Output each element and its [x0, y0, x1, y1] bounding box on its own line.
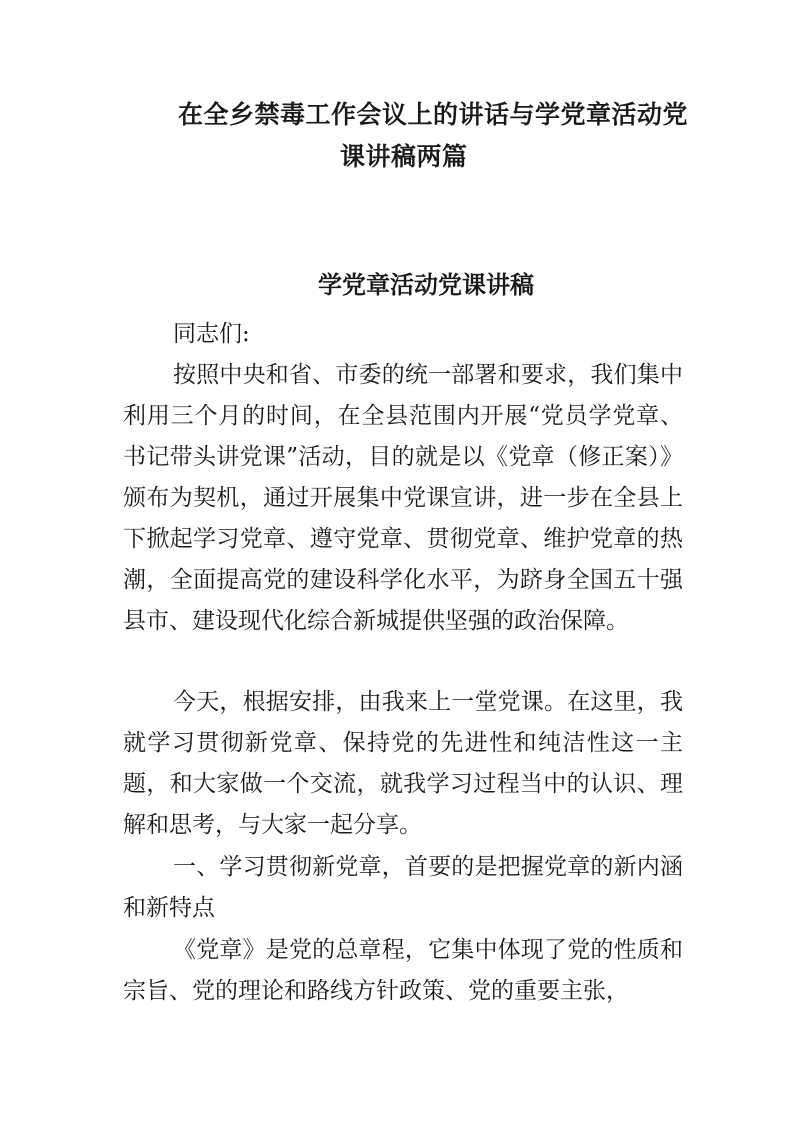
body-paragraph-1: 按照中央和省、市委的统一部署和要求，我们集中利用三个月的时间，在全县范围内开展“党员学党章、书记带头讲党课”活动，目的就是以《党章（修正案）》颁布为契机，通过开展集中党课宣讲，进一步在全县上下掀起学习党章、遵守党章、贯彻党章、维护党章的热潮，全面提高党的建设科学化水平，为跻身全国五十强县市、建设现代化综合新城提供坚强的政治保障。 [123, 362, 683, 634]
greeting: 同志们: [173, 321, 250, 347]
document-title-line-1: 在全乡禁毒工作会议上的讲话与学党章活动党 [178, 100, 689, 129]
document-title-line-2: 课讲稿两篇 [340, 142, 468, 171]
paragraph-block-2 [123, 682, 683, 846]
greeting-block [123, 314, 683, 355]
paragraph-block-4 [123, 930, 683, 1012]
paragraph-block-3 [123, 847, 683, 929]
body-paragraph-2: 今天，根据安排，由我来上一堂党课。在这里，我就学习贯彻新党章、保持党的先进性和纯洁性这一主题，和大家做一个交流，就我学习过程当中的认识、理解和思考，与大家一起分享。 [123, 689, 683, 838]
body-paragraph-3: 《党章》是党的总章程，它集中体现了党的性质和宗旨、党的理论和路线方针政策、党的重要主张， [123, 937, 683, 1004]
section-title: 学党章活动党课讲稿 [318, 270, 534, 299]
paragraph-block-1 [123, 355, 683, 642]
section-heading-1: 一、学习贯彻新党章，首要的是把握党章的新内涵和新特点 [123, 854, 683, 921]
